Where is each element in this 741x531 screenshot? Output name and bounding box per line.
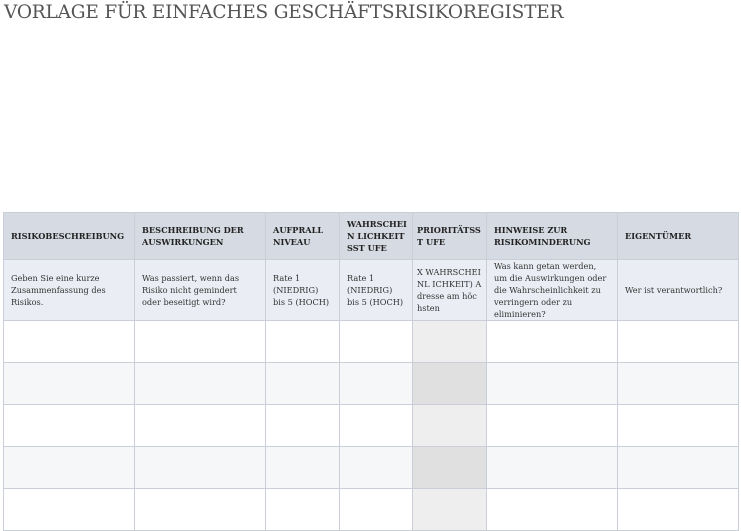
cell-likelihood-level[interactable] [340, 405, 413, 447]
instruction-impact-level: Rate 1 (NIEDRIG) bis 5 (HOCH) [266, 260, 340, 321]
page-title: VORLAGE FÜR EINFACHES GESCHÄFTSRISIKOREGISTER [4, 2, 564, 23]
table-row [4, 447, 739, 489]
header-risk-description: RISIKOBESCHREIBUNG [4, 213, 135, 260]
cell-impact-level[interactable] [266, 489, 340, 531]
cell-owner[interactable] [618, 405, 739, 447]
cell-impact-level[interactable] [266, 447, 340, 489]
table-row [4, 489, 739, 531]
cell-impact-description[interactable] [135, 405, 266, 447]
instruction-row [4, 260, 739, 321]
cell-impact-level[interactable] [266, 321, 340, 363]
table-row [4, 321, 739, 363]
instruction-risk-description: Geben Sie eine kurze Zusammenfassung des Risikos. [4, 260, 135, 321]
table-row [4, 405, 739, 447]
cell-mitigation-notes[interactable] [487, 447, 618, 489]
cell-impact-description[interactable] [135, 447, 266, 489]
cell-priority-level[interactable] [413, 405, 487, 447]
cell-priority-level[interactable] [413, 447, 487, 489]
cell-mitigation-notes[interactable] [487, 363, 618, 405]
header-row [4, 213, 739, 260]
cell-impact-level[interactable] [266, 363, 340, 405]
cell-risk-description[interactable] [4, 405, 135, 447]
cell-mitigation-notes[interactable] [487, 321, 618, 363]
instruction-mitigation-notes: Was kann getan werden, um die Auswirkungen oder die Wahrscheinlichkeit zu verringern oder zu eliminieren? [487, 260, 618, 321]
cell-likelihood-level[interactable] [340, 489, 413, 531]
cell-mitigation-notes[interactable] [487, 405, 618, 447]
header-mitigation-notes: HINWEISE ZUR RISIKOMINDERUNG [487, 213, 618, 260]
cell-priority-level[interactable] [413, 363, 487, 405]
cell-risk-description[interactable] [4, 489, 135, 531]
cell-impact-level[interactable] [266, 405, 340, 447]
cell-risk-description[interactable] [4, 321, 135, 363]
risk-register-table [3, 212, 739, 531]
instruction-likelihood-level: Rate 1 (NIEDRIG) bis 5 (HOCH) [340, 260, 413, 321]
instruction-impact-description: Was passiert, wenn das Risiko nicht gemindert oder beseitigt wird? [135, 260, 266, 321]
header-likelihood-level: WAHRSCHEIN LICHKEITSST UFE [340, 213, 413, 260]
cell-risk-description[interactable] [4, 447, 135, 489]
cell-owner[interactable] [618, 489, 739, 531]
table-row [4, 363, 739, 405]
header-owner: EIGENTÜMER [618, 213, 739, 260]
cell-priority-level[interactable] [413, 321, 487, 363]
cell-mitigation-notes[interactable] [487, 489, 618, 531]
cell-impact-description[interactable] [135, 489, 266, 531]
cell-likelihood-level[interactable] [340, 321, 413, 363]
cell-risk-description[interactable] [4, 363, 135, 405]
cell-impact-description[interactable] [135, 363, 266, 405]
instruction-priority-level: X WAHRSCHEINL ICHKEIT) Adresse am höchsten [413, 260, 487, 321]
cell-impact-description[interactable] [135, 321, 266, 363]
cell-priority-level[interactable] [413, 489, 487, 531]
header-priority-level: PRIORITÄTSST UFE [413, 213, 487, 260]
header-impact-description: BESCHREIBUNG DER AUSWIRKUNGEN [135, 213, 266, 260]
cell-owner[interactable] [618, 447, 739, 489]
cell-owner[interactable] [618, 363, 739, 405]
cell-owner[interactable] [618, 321, 739, 363]
instruction-owner: Wer ist verantwortlich? [618, 260, 739, 321]
header-impact-level: AUFPRALL NIVEAU [266, 213, 340, 260]
cell-likelihood-level[interactable] [340, 447, 413, 489]
cell-likelihood-level[interactable] [340, 363, 413, 405]
